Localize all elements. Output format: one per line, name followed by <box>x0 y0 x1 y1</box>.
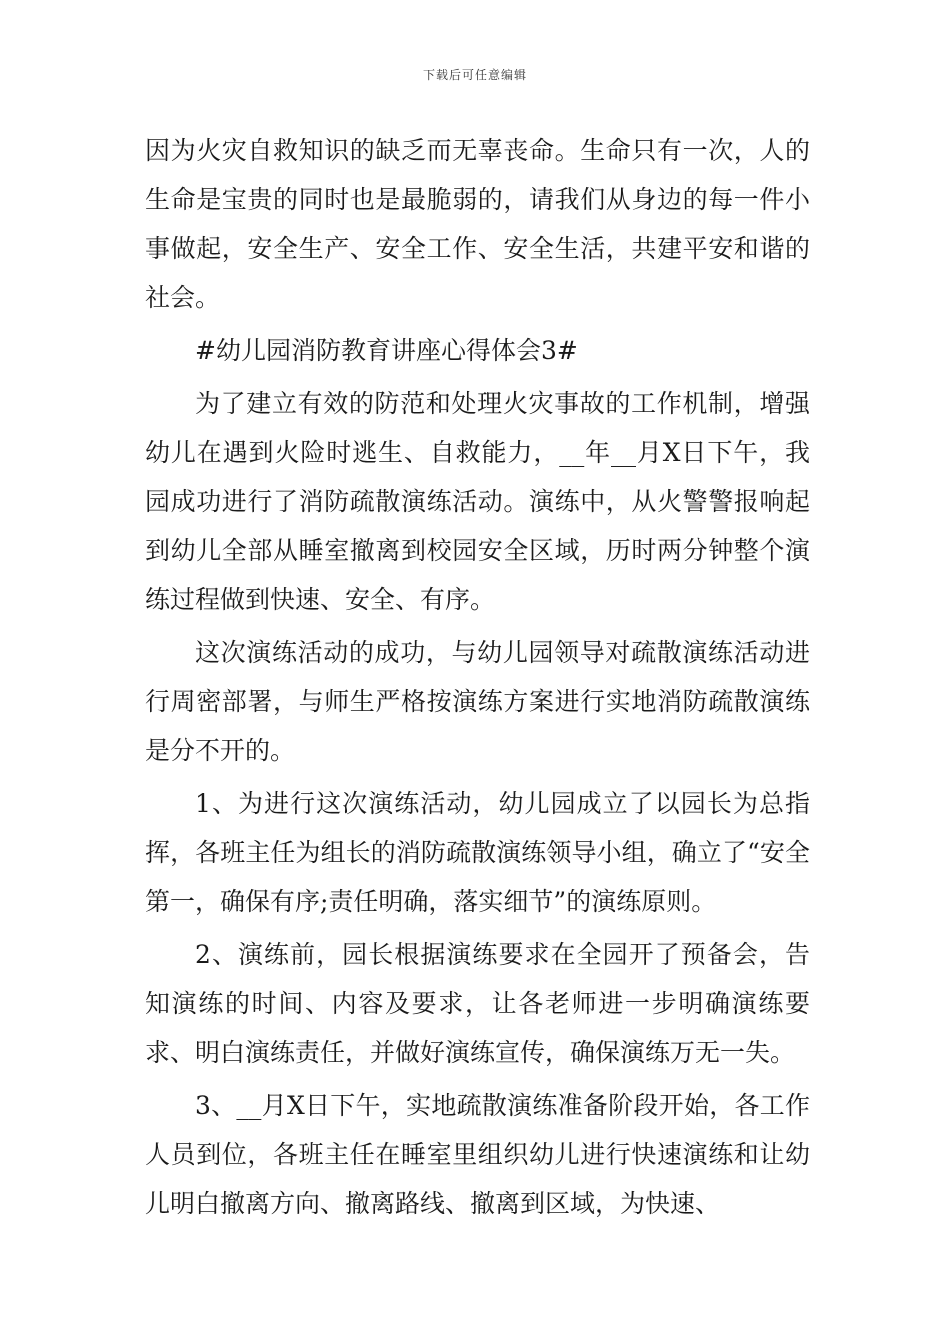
document-body <box>145 126 810 1228</box>
paragraph-2: 为了建立有效的防范和处理火灾事故的工作机制，增强幼儿在遇到火险时逃生、自救能力，__年__月X日下午，我园成功进行了消防疏散演练活动。演练中，从火警警报响起到幼儿全部从睡室撤离到校园安全区域，历时两分钟整个演练过程做到快速、安全、有序。 <box>145 389 810 614</box>
paragraph-4: 1、为进行这次演练活动，幼儿园成立了以园长为总指挥，各班主任为组长的消防疏散演练领导小组，确立了“安全第一，确保有序;责任明确，落实细节”的演练原则。 <box>145 789 810 916</box>
header-note: 下载后可任意编辑 <box>422 68 527 82</box>
paragraph-6: 3、__月X日下午，实地疏散演练准备阶段开始，各工作人员到位，各班主任在睡室里组织幼儿进行快速演练和让幼儿明白撤离方向、撤离路线、撤离到区域，为快速、 <box>145 1091 810 1218</box>
section-heading: #幼儿园消防教育讲座心得体会3# <box>195 336 578 365</box>
paragraph-1: 因为火灾自救知识的缺乏而无辜丧命。生命只有一次，人的生命是宝贵的同时也是最脆弱的，请我们从身边的每一件小事做起，安全生产、安全工作、安全生活，共建平安和谐的社会。 <box>145 136 810 312</box>
paragraph-5: 2、演练前，园长根据演练要求在全园开了预备会，告知演练的时间、内容及要求，让各老师进一步明确演练要求、明白演练责任，并做好演练宣传，确保演练万无一失。 <box>145 940 810 1067</box>
paragraph-3: 这次演练活动的成功，与幼儿园领导对疏散演练活动进行周密部署，与师生严格按演练方案进行实地消防疏散演练是分不开的。 <box>145 638 810 765</box>
